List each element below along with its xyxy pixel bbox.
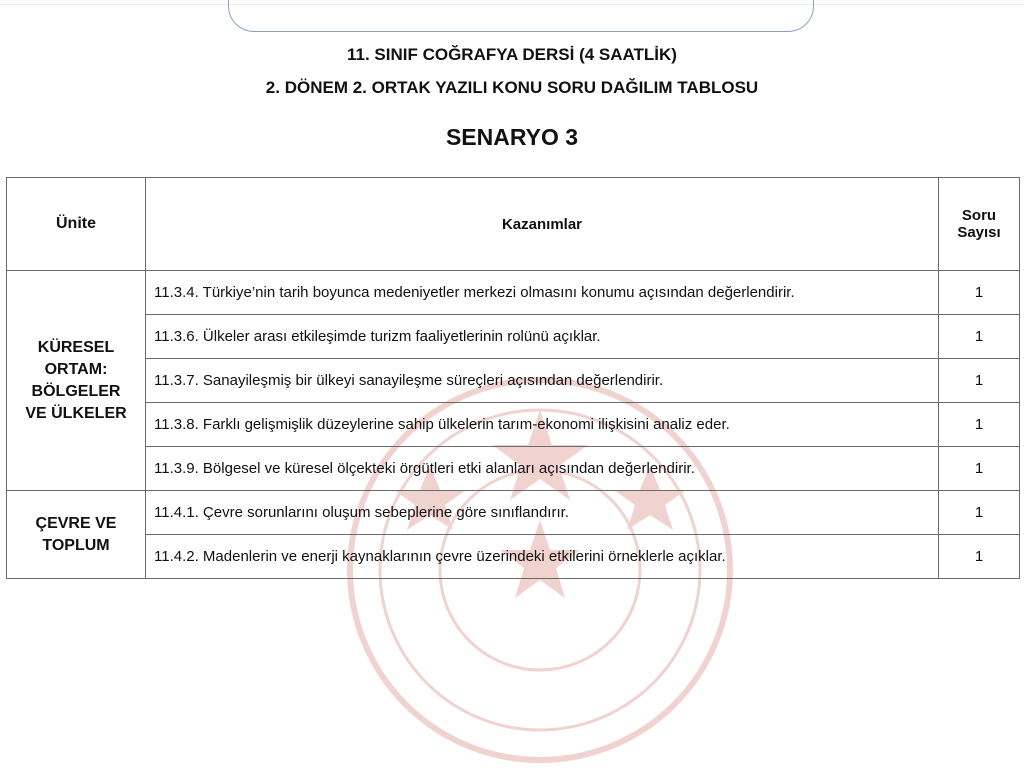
header-count-line1: Soru [961, 207, 997, 224]
scenario-title: SENARYO 3 [445, 124, 579, 150]
unit-label-line: VE ÜLKELER [25, 404, 127, 422]
count-cell: 1 [939, 403, 1020, 447]
outcome-cell: 11.4.1. Çevre sorunlarını oluşum sebeplerine göre sınıflandırır. [146, 491, 939, 535]
header-tab-outline [228, 0, 814, 32]
outcome-cell: 11.3.7. Sanayileşmiş bir ülkeyi sanayileşme süreçleri açısından değerlendirir. [146, 359, 939, 403]
count-cell: 1 [939, 315, 1020, 359]
outcome-cell: 11.3.8. Farklı gelişmişlik düzeylerine sahip ülkelerin tarım-ekonomi ilişkisini analiz eder. [146, 403, 939, 447]
header-question-count [939, 178, 1020, 271]
unit-label-line: ÇEVRE VE [35, 514, 117, 532]
unit-cell [7, 271, 146, 491]
unit-label-line: BÖLGELER [31, 382, 121, 400]
header-unit: Ünite [7, 178, 146, 271]
count-cell: 1 [939, 535, 1020, 579]
table-row [7, 359, 1020, 403]
count-cell: 1 [939, 271, 1020, 315]
table-row [7, 491, 1020, 535]
outcome-cell: 11.4.2. Madenlerin ve enerji kaynaklarının çevre üzerindeki etkilerini örneklerle açıklar. [146, 535, 939, 579]
header-count-line2: Sayısı [957, 224, 1001, 241]
table-row [7, 315, 1020, 359]
unit-label-line: ORTAM: [44, 360, 108, 378]
unit-cell [7, 491, 146, 579]
outcome-cell: 11.3.4. Türkiye’nin tarih boyunca medeniyetler merkezi olmasını konumu açısından değerlendirir. [146, 271, 939, 315]
document-title: 11. SINIF COĞRAFYA DERSİ (4 SAATLİK) [347, 45, 677, 64]
unit-label-line: TOPLUM [42, 536, 110, 554]
table-row [7, 535, 1020, 579]
count-cell: 1 [939, 491, 1020, 535]
outcome-cell: 11.3.6. Ülkeler arası etkileşimde turizm faaliyetlerinin rolünü açıklar. [146, 315, 939, 359]
table-header-row [7, 178, 1020, 271]
header-outcomes: Kazanımlar [146, 178, 939, 271]
question-distribution-table [6, 177, 1020, 579]
count-cell: 1 [939, 447, 1020, 491]
table-row [7, 271, 1020, 315]
unit-label-line: KÜRESEL [37, 338, 115, 356]
document-subtitle: 2. DÖNEM 2. ORTAK YAZILI KONU SORU DAĞILIM TABLOSU [265, 78, 759, 97]
table-row [7, 447, 1020, 491]
table-row [7, 403, 1020, 447]
count-cell: 1 [939, 359, 1020, 403]
outcome-cell: 11.3.9. Bölgesel ve küresel ölçekteki örgütleri etki alanları açısından değerlendirir. [146, 447, 939, 491]
